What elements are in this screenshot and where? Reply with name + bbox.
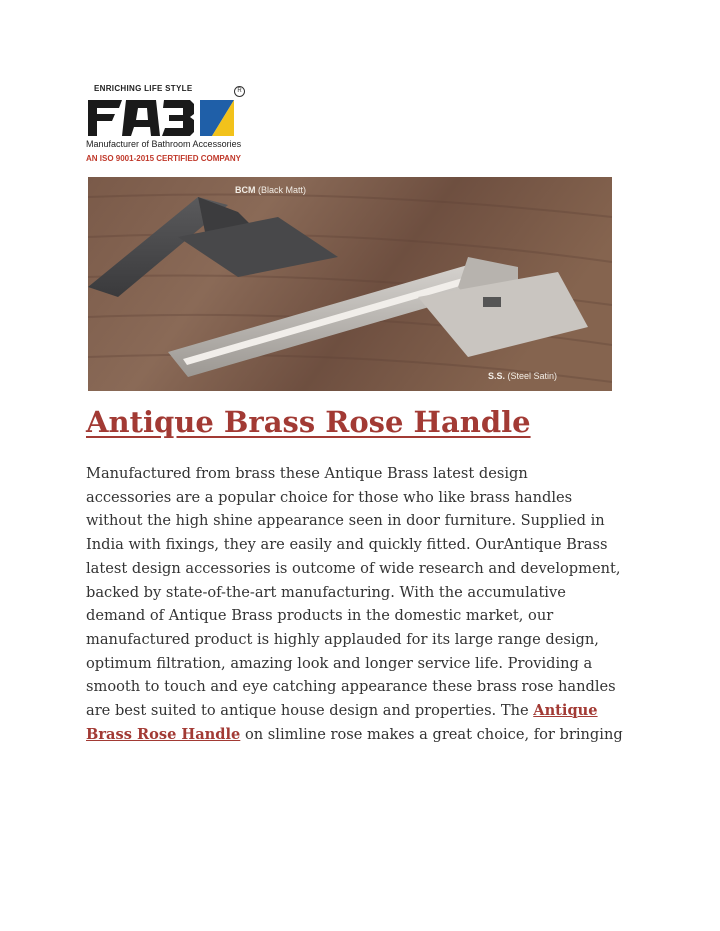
caption-steel-satin: S.S. (Steel Satin) bbox=[488, 371, 558, 381]
body-line: backed by state-of-the-art manufacturing. With the accumulative bbox=[86, 583, 566, 601]
fab-logo-mark bbox=[86, 96, 236, 138]
product-photo bbox=[88, 177, 612, 391]
body-line: Manufactured from brass these Antique Brass latest design bbox=[86, 465, 528, 482]
body-line: India with fixings, they are easily and quickly fitted. OurAntique Brass bbox=[86, 536, 608, 554]
caption-black-matt: BCM (Black Matt) bbox=[235, 185, 307, 195]
article-title: Antique Brass Rose Handle bbox=[86, 405, 531, 439]
body-line bbox=[86, 723, 631, 747]
antique-brass-rose-handle-link[interactable]: Antique bbox=[533, 702, 598, 720]
body-line bbox=[86, 699, 631, 723]
antique-brass-rose-handle-link-cont[interactable]: Brass Rose Handle bbox=[86, 725, 241, 743]
body-line: smooth to touch and eye catching appearance these brass rose handles bbox=[86, 678, 616, 696]
body-line-text: on slimline rose makes a great choice, for bringing bbox=[240, 725, 623, 743]
body-line-text: are best suited to antique house design and properties. The bbox=[86, 702, 534, 720]
article-body bbox=[86, 462, 631, 746]
body-line: optimum filtration, amazing look and longer service life. Providing a bbox=[86, 654, 593, 672]
body-line: demand of Antique Brass products in the domestic market, our bbox=[86, 607, 554, 625]
iso-certification: AN ISO 9001-2015 CERTIFIED COMPANY bbox=[86, 154, 242, 163]
body-line: manufactured product is highly applauded for its large range design, bbox=[86, 630, 599, 648]
body-line: without the high shine appearance seen in door furniture. Supplied in bbox=[86, 512, 605, 530]
door-handles-illustration bbox=[88, 177, 612, 391]
body-line: accessories are a popular choice for those who like brass handles bbox=[86, 488, 573, 506]
logo-tagline: ENRICHING LIFE STYLE bbox=[94, 84, 193, 93]
body-line: latest design accessories is outcome of wide research and development, bbox=[86, 559, 621, 577]
company-logo bbox=[86, 84, 248, 166]
registered-mark: R bbox=[234, 86, 245, 97]
logo-subtitle: Manufacturer of Bathroom Accessories bbox=[86, 139, 242, 149]
